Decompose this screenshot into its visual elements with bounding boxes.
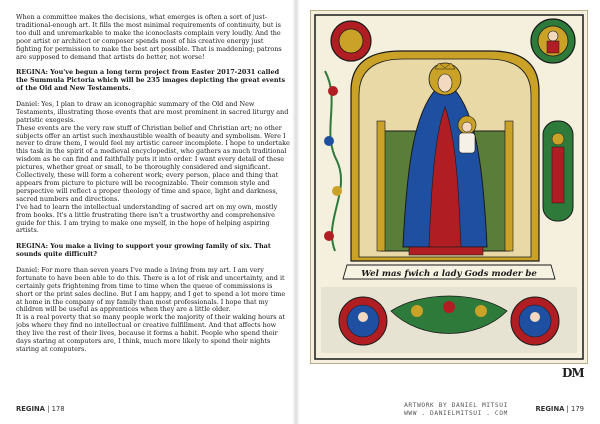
page-gutter — [292, 0, 300, 424]
interview-question: REGINA: You make a living to support your growing family of six. That sounds quite difficult? — [16, 242, 271, 259]
folio-label: REGINA — [16, 405, 45, 413]
artwork-credit — [386, 402, 526, 418]
madonna-illustration — [310, 10, 588, 364]
credit-url: WWW . DANIELMITSUI . COM — [404, 410, 508, 417]
right-page — [300, 0, 600, 424]
left-page — [0, 0, 292, 424]
folio-separator: | — [44, 405, 52, 413]
folio-number: 179 — [571, 405, 584, 413]
interview-question: REGINA: You've begun a long term project from Easter 2017-2031 called the Summula Pictoria which will be 235 images depicting the great events of the Old and New Testaments. — [16, 68, 286, 93]
folio-label: REGINA — [535, 405, 565, 413]
paragraph: When a committee makes the decisions, what emerges is often a sort of just-traditional-enough art. It fills the most minimal requirements of continuity, but is too dull and unremarkable to make the iconoclasts complain very loudly. And the poor artist or architect or composer spends most of his creative energy just fighting for permission to make the best art possible. That is maddening; patrons are supposed to demand that artists do better, not worse! — [16, 14, 282, 61]
page-number-right — [535, 405, 584, 413]
page-number-left — [16, 405, 65, 413]
banner-text: Wel mas fwich a lady Gods moder be — [361, 269, 537, 279]
illustration-drawing — [311, 11, 587, 363]
artist-monogram: DM — [562, 366, 584, 380]
folio-number: 178 — [51, 405, 65, 413]
paragraph: Daniel: For more than seven years I've made a living from my art. I am very fortunate to have been able to do this. There is a lot of risk and uncertainty, and it certainly gets frightening from time to time when the queue of commissions is short or the print sales decline. But I am happy, and I get to spend a lot more time at home in the company of my family than most professionals. I hope that my children will be useful as apprentices when they are a little older. It is a real poverty that so many people work the majority of their waking hours at jobs where they find no intellectual or creative fulfillment. And that affects how they live the rest of their lives, because it forms a habit. People who spend their days staring at computers are, I think, much more likely to spend their nights staring at computers. — [16, 265, 286, 353]
paragraph: Daniel: Yes, I plan to draw an iconographic summary of the Old and New Testaments, illustrating those events that are most prominent in sacred liturgy and patristic exegesis. These events are the very raw stuff of Christian belief and Christian art; no other subjects offer an artist such inexhaustible wealth of beauty and symbolism. Were I never to draw them, I would feel my artistic career incomplete. I hope to undertake this task in the spirit of a medieval encyclopedist, who gathers as much traditional wisdom as he can find and faithfully puts it into order. I want every detail of these pictures, whether great or small, to be thoroughly considered and significant. Collectively, these will form a coherent work; every person, place and thing that appears from picture to picture will be recognizable. Their common style and perspective will reflect a proper theology of time and space, light and darkness, sacred numbers and directions. I've had to learn the intellectual understanding of sacred art on my own, mostly from books. It's a little frustrating there isn't a trustworthy and comprehensive guide for this. I am trying to make one myself, in the hope of helping aspiring artists. — [16, 99, 290, 235]
credit-line: ARTWORK BY DANIEL MITSUI — [404, 402, 508, 409]
folio-separator: | — [564, 405, 572, 413]
interview-text — [16, 14, 290, 412]
